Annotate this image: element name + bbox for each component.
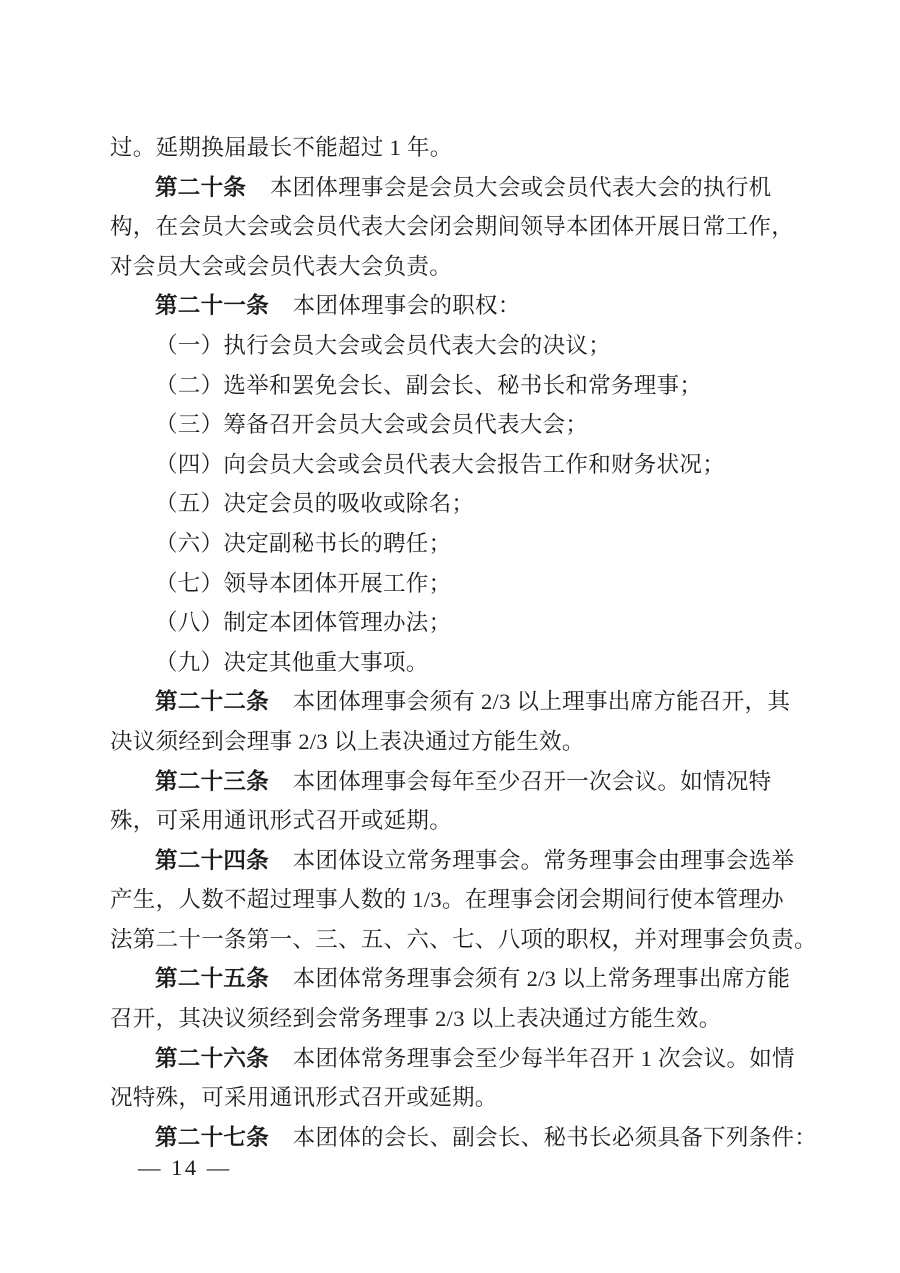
page-number-label: — 14 — [138,1155,232,1180]
line-text: （五）决定会员的吸收或除名； [155,491,475,517]
text-line [110,326,800,366]
line-text: 本团体理事会是会员大会或会员代表大会的执行机 [269,174,772,200]
line-text: （二）选举和罢免会长、副会长、秘书长和常务理事； [155,372,703,398]
page-number [138,1148,232,1188]
text-line [110,722,800,762]
text-line [110,880,800,920]
article-line [110,682,800,722]
text-line [110,564,800,604]
article-number: 第二十一条 [155,293,270,319]
text-line [110,603,800,643]
line-text: （七）领导本团体开展工作； [155,570,452,596]
article-number: 第二十二条 [155,689,270,715]
article-line [110,959,800,999]
article-number: 第二十五条 [155,966,270,992]
text-line [110,1078,800,1118]
text-line [110,999,800,1039]
line-text: 产生，人数不超过理事人数的 1/3。在理事会闭会期间行使本管理办 [110,887,784,913]
text-line [110,484,800,524]
article-number: 第二十四条 [155,847,270,873]
article-line [110,286,800,326]
line-text: 本团体理事会每年至少召开一次会议。如情况特 [292,768,772,794]
text-line [110,405,800,445]
line-text: 殊，可采用通讯形式召开或延期。 [110,808,453,834]
article-number: 第二十三条 [155,768,270,794]
line-text: 本团体常务理事会须有 2/3 以上常务理事出席方能 [292,966,791,992]
line-text: 本团体设立常务理事会。常务理事会由理事会选举 [292,847,795,873]
line-text: 况特殊，可采用通讯形式召开或延期。 [110,1085,498,1111]
line-text: 决议须经到会理事 2/3 以上表决通过方能生效。 [110,728,585,754]
text-line [110,920,817,960]
line-text: （八）制定本团体管理办法； [155,610,452,636]
article-line [110,762,800,802]
text-line [110,366,800,406]
line-text: 构，在会员大会或会员代表大会闭会期间领导本团体开展日常工作， [110,214,795,240]
text-line [110,524,800,564]
line-text: （六）决定副秘书长的聘任； [155,530,452,556]
line-text: 本团体理事会的职权： [292,293,521,319]
text-line [110,128,800,168]
article-number: 第二十七条 [155,1124,270,1150]
line-text: 召开，其决议须经到会常务理事 2/3 以上表决通过方能生效。 [110,1006,722,1032]
line-text: （一）执行会员大会或会员代表大会的决议； [155,332,612,358]
line-text: 本团体理事会须有 2/3 以上理事出席方能召开，其 [292,689,791,715]
text-line [110,801,800,841]
line-text: 本团体的会长、副会长、秘书长必须具备下列条件： [292,1124,818,1150]
text-line [110,207,800,247]
line-text: （三）筹备召开会员大会或会员代表大会； [155,412,589,438]
article-line [110,841,800,881]
line-text: （四）向会员大会或会员代表大会报告工作和财务状况； [155,451,726,477]
line-text: 过。延期换届最长不能超过 1 年。 [110,135,453,160]
text-line [110,247,800,287]
line-text: 对会员大会或会员代表大会负责。 [110,253,453,279]
line-text: （九）决定其他重大事项。 [155,649,429,675]
article-line [110,1039,800,1079]
article-number: 第二十条 [155,174,247,200]
line-text: 本团体常务理事会至少每半年召开 1 次会议。如情 [292,1045,795,1071]
line-text: 法第二十一条第一、三、五、六、七、八项的职权，并对理事会负责。 [110,926,817,952]
text-line [110,643,800,683]
article-line [110,168,800,208]
document-body [110,128,818,1157]
article-number: 第二十六条 [155,1045,270,1071]
text-line [110,445,800,485]
